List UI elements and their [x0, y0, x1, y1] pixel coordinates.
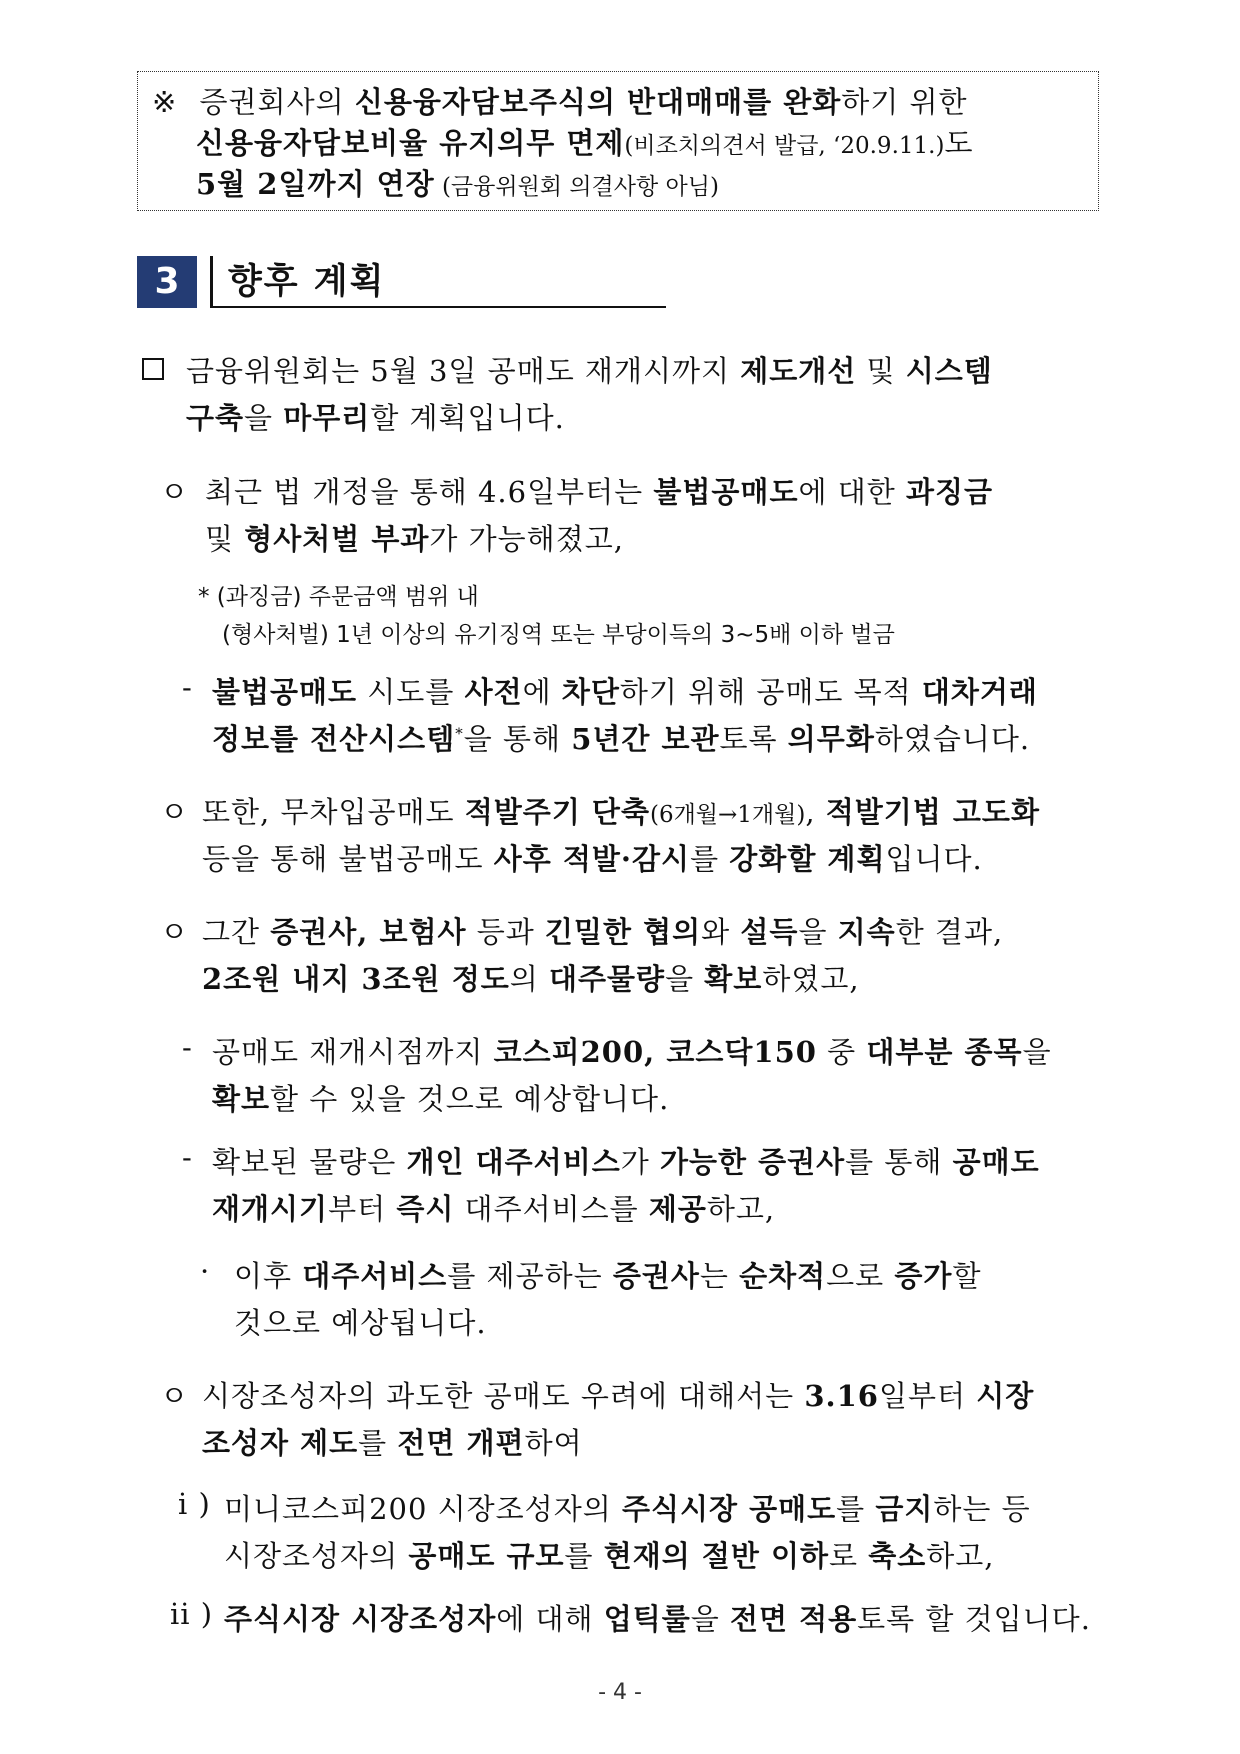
footnote-line-2: (형사처벌) 1년 이상의 유기징역 또는 부당이득의 3~5배 이하 벌금	[222, 622, 895, 648]
bullet-2-line-2: 등을 통해 불법공매도 사후 적발·감시를 강화할 계획입니다.	[202, 842, 983, 876]
notice-line-2: 신용융자담보비율 유지의무 면제(비조치의견서 발급, ‘20.9.11.)도	[196, 126, 974, 160]
section-number: 3	[137, 256, 197, 308]
section-title: 향후 계획	[228, 262, 386, 302]
bullet-1-line-1: 최근 법 개정을 통해 4.6일부터는 불법공매도에 대한 과징금	[205, 475, 993, 509]
roman-1-mark: i )	[178, 1487, 211, 1521]
bullet-3-line-2: 2조원 내지 3조원 정도의 대주물량을 확보하였고,	[202, 962, 860, 996]
checkbox-bullet-icon	[142, 358, 164, 380]
bullet-1-line-2: 및 형사처벌 부과가 가능해졌고,	[205, 522, 624, 556]
sub-bullet-line-2: 것으로 예상됩니다.	[234, 1306, 487, 1340]
paragraph-1-line-1: 금융위원회는 5월 3일 공매도 재개시까지 제도개선 및 시스템	[186, 354, 993, 388]
notice-line-3: 5월 2일까지 연장 (금융위원회 의결사항 아님)	[196, 167, 719, 201]
bullet-4-line-2: 조성자 제도를 전면 개편하여	[202, 1426, 583, 1460]
paragraph-1-line-2: 구축을 마무리할 계획입니다.	[186, 401, 565, 435]
roman-1-line-1: 미니코스피200 시장조성자의 주식시장 공매도를 금지하는 등	[224, 1492, 1031, 1526]
footnote-line-1: * (과징금) 주문금액 범위 내	[198, 584, 479, 610]
dash-2-line-1: 공매도 재개시점까지 코스피200, 코스닥150 중 대부분 종목을	[212, 1035, 1052, 1069]
bullet-2-mark: ㅇ	[160, 795, 190, 829]
dash-1-line-2: 정보를 전산시스템*을 통해 5년간 보관토록 의무화하였습니다.	[212, 722, 1031, 756]
bullet-1-mark: ㅇ	[160, 475, 190, 509]
dash-2-mark: -	[182, 1030, 193, 1064]
dash-2-line-2: 확보할 수 있을 것으로 예상합니다.	[212, 1082, 670, 1116]
roman-2-line-1: 주식시장 시장조성자에 대해 업틱룰을 전면 적용토록 할 것입니다.	[224, 1602, 1091, 1636]
bullet-2-line-1: 또한, 무차입공매도 적발주기 단축(6개월→1개월), 적발기법 고도화	[202, 795, 1040, 829]
dash-3-line-2: 재개시기부터 즉시 대주서비스를 제공하고,	[212, 1192, 776, 1226]
bullet-4-mark: ㅇ	[160, 1379, 190, 1413]
dash-1-line-1: 불법공매도 시도를 사전에 차단하기 위해 공매도 목적 대차거래	[212, 675, 1038, 709]
sub-bullet-mark: ·	[200, 1254, 211, 1288]
dash-1-mark: -	[182, 670, 193, 704]
dash-3-line-1: 확보된 물량은 개인 대주서비스가 가능한 증권사를 통해 공매도	[212, 1145, 1040, 1179]
sub-bullet-line-1: 이후 대주서비스를 제공하는 증권사는 순차적으로 증가할	[234, 1259, 982, 1293]
notice-line-1: ※ 증권회사의 신용융자담보주식의 반대매매를 완화하기 위한	[152, 85, 968, 119]
bullet-4-line-1: 시장조성자의 과도한 공매도 우려에 대해서는 3.16일부터 시장	[202, 1379, 1035, 1413]
bullet-3-line-1: 그간 증권사, 보험사 등과 긴밀한 협의와 설득을 지속한 결과,	[202, 915, 1004, 949]
bullet-3-mark: ㅇ	[160, 915, 190, 949]
dash-3-mark: -	[182, 1140, 193, 1174]
reference-mark: ※	[152, 85, 178, 119]
roman-2-mark: ii )	[170, 1597, 214, 1631]
section-divider	[210, 256, 213, 308]
roman-1-line-2: 시장조성자의 공매도 규모를 현재의 절반 이하로 축소하고,	[224, 1539, 995, 1573]
page-number: - 4 -	[598, 1680, 642, 1705]
